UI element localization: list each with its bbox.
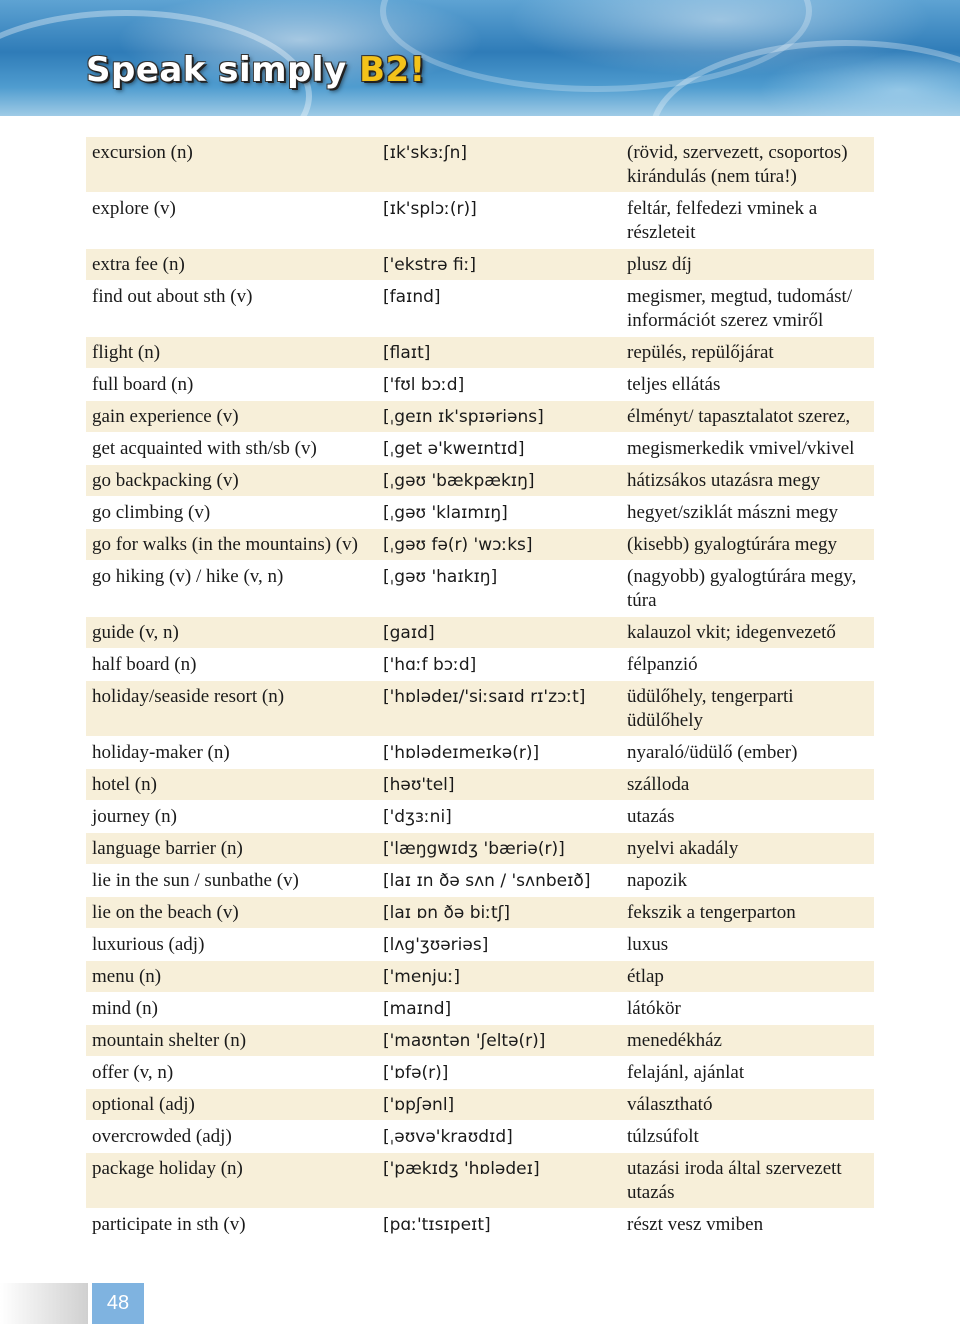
- vocab-meaning: félpanzió: [627, 654, 698, 675]
- vocab-row: [86, 801, 874, 833]
- vocab-word: mind (n): [92, 998, 158, 1019]
- vocab-word: guide (v, n): [86, 617, 377, 649]
- vocab-meaning: nyaraló/üdülő (ember): [627, 742, 798, 763]
- vocab-pronunciation: [ˌgəʊ 'bækpækɪŋ]: [377, 465, 621, 497]
- vocab-pronunciation: ['dʒɜːni]: [383, 807, 452, 827]
- vocab-pronunciation: [gaɪd]: [377, 617, 621, 649]
- vocab-row: [86, 1153, 874, 1209]
- vocab-row: [86, 993, 874, 1025]
- vocab-word: mountain shelter (n): [86, 1025, 377, 1057]
- vocab-pronunciation: [laɪ ɒn ðə biːtʃ]: [377, 897, 621, 929]
- vocab-word: luxurious (adj): [92, 934, 205, 955]
- vocab-row: [86, 529, 874, 561]
- vocab-word: gain experience (v): [86, 401, 377, 433]
- vocab-pronunciation: [pɑː'tɪsɪpeɪt]: [383, 1215, 491, 1235]
- page-title: [86, 50, 426, 90]
- vocab-row: [86, 369, 874, 401]
- vocab-pronunciation: ['pækɪdʒ 'hɒlədeɪ]: [377, 1153, 621, 1209]
- vocab-row: [86, 737, 874, 769]
- vocab-pronunciation: ['læŋgwɪdʒ 'bæriə(r)]: [377, 833, 621, 865]
- vocab-row: [86, 1121, 874, 1153]
- vocab-word: get acquainted with sth/sb (v): [92, 438, 317, 459]
- vocab-pronunciation: [ˌgəʊ fə(r) 'wɔːks]: [377, 529, 621, 561]
- vocab-meaning: hátizsákos utazásra megy: [621, 465, 874, 497]
- vocab-word: go climbing (v): [92, 502, 211, 523]
- vocab-meaning: napozik: [627, 870, 688, 891]
- vocab-word: go hiking (v) / hike (v, n): [92, 566, 284, 587]
- vocab-meaning: hegyet/sziklát mászni megy: [627, 502, 839, 523]
- vocab-row: [86, 961, 874, 993]
- vocab-word: excursion (n): [86, 137, 377, 193]
- vocab-pronunciation: ['fʊl bɔːd]: [383, 375, 465, 395]
- vocab-pronunciation: [maɪnd]: [383, 999, 452, 1019]
- vocab-meaning: étlap: [621, 961, 874, 993]
- vocab-row: [86, 1089, 874, 1121]
- vocab-row: [86, 617, 874, 649]
- vocab-row: [86, 401, 874, 433]
- vocab-meaning: részt vesz vmiben: [627, 1214, 764, 1235]
- vocab-word: full board (n): [92, 374, 194, 395]
- vocab-row: [86, 137, 874, 193]
- vocab-meaning: utazás: [627, 806, 675, 827]
- page-number: 48: [92, 1283, 144, 1324]
- vocab-row: [86, 1025, 874, 1057]
- vocab-pronunciation: [lʌg'ʒʊəriəs]: [383, 935, 489, 955]
- vocab-pronunciation: [laɪ ɪn ðə sʌn / 'sʌnbeɪð]: [383, 871, 591, 891]
- vocab-meaning: szálloda: [621, 769, 874, 801]
- header-banner: [0, 0, 960, 116]
- vocab-meaning: felajánl, ajánlat: [627, 1062, 745, 1083]
- footer-bar: [0, 1283, 88, 1324]
- vocabulary-table: [86, 137, 874, 1241]
- vocab-meaning: plusz díj: [621, 249, 874, 281]
- vocab-word: language barrier (n): [86, 833, 377, 865]
- vocab-meaning: megismer, megtud, tudomást/ információt szerez vmiről: [627, 286, 853, 331]
- vocab-row: [86, 337, 874, 369]
- vocab-pronunciation: [ɪk'splɔː(r)]: [383, 199, 477, 219]
- vocab-word: go backpacking (v): [86, 465, 377, 497]
- vocab-word: hotel (n): [86, 769, 377, 801]
- vocab-meaning: utazási iroda által szervezett utazás: [621, 1153, 874, 1209]
- vocab-word: holiday-maker (n): [92, 742, 230, 763]
- vocab-meaning: élményt/ tapasztalatot szerez,: [621, 401, 874, 433]
- vocab-pronunciation: [ˌgəʊ 'haɪkɪŋ]: [383, 567, 498, 587]
- vocab-meaning: látókör: [627, 998, 681, 1019]
- vocab-pronunciation: ['ekstrə fiː]: [377, 249, 621, 281]
- vocab-row: [86, 561, 874, 617]
- vocab-row: [86, 897, 874, 929]
- vocabulary-body: [86, 137, 874, 1241]
- vocab-word: participate in sth (v): [92, 1214, 246, 1235]
- vocab-pronunciation: ['ɒpʃənl]: [377, 1089, 621, 1121]
- vocab-row: [86, 681, 874, 737]
- vocab-meaning: menedékház: [621, 1025, 874, 1057]
- vocab-meaning: nyelvi akadály: [621, 833, 874, 865]
- vocab-word: extra fee (n): [86, 249, 377, 281]
- vocab-row: [86, 1209, 874, 1241]
- vocab-meaning: teljes ellátás: [627, 374, 721, 395]
- vocab-word: half board (n): [92, 654, 197, 675]
- vocab-word: explore (v): [92, 198, 176, 219]
- vocab-pronunciation: [ɪk'skɜːʃn]: [377, 137, 621, 193]
- vocab-meaning: választható: [621, 1089, 874, 1121]
- vocab-pronunciation: ['hɒlədeɪ/'siːsaɪd rɪ'zɔːt]: [377, 681, 621, 737]
- vocab-row: [86, 249, 874, 281]
- vocab-row: [86, 497, 874, 529]
- vocab-word: overcrowded (adj): [92, 1126, 232, 1147]
- vocab-word: lie in the sun / sunbathe (v): [92, 870, 299, 891]
- vocab-meaning: (kisebb) gyalogtúrára megy: [621, 529, 874, 561]
- vocab-word: journey (n): [92, 806, 177, 827]
- vocab-word: optional (adj): [86, 1089, 377, 1121]
- vocab-meaning: kalauzol vkit; idegenvezető: [621, 617, 874, 649]
- vocab-row: [86, 833, 874, 865]
- vocab-pronunciation: [ˌgeɪn ɪk'spɪəriəns]: [377, 401, 621, 433]
- vocab-pronunciation: [həʊ'tel]: [377, 769, 621, 801]
- vocab-meaning: fekszik a tengerparton: [621, 897, 874, 929]
- vocab-pronunciation: ['ɒfə(r)]: [383, 1063, 449, 1083]
- vocab-word: flight (n): [86, 337, 377, 369]
- vocab-word: go for walks (in the mountains) (v): [86, 529, 377, 561]
- vocab-meaning: luxus: [627, 934, 669, 955]
- vocab-pronunciation: ['hɒlədeɪmeɪkə(r)]: [383, 743, 540, 763]
- vocab-row: [86, 433, 874, 465]
- vocab-word: package holiday (n): [86, 1153, 377, 1209]
- vocab-word: holiday/seaside resort (n): [86, 681, 377, 737]
- title-main: Speak simply: [86, 50, 360, 90]
- vocab-meaning: repülés, repülőjárat: [621, 337, 874, 369]
- vocab-pronunciation: ['hɑːf bɔːd]: [383, 655, 477, 675]
- vocab-pronunciation: [ˌəʊvə'kraʊdɪd]: [383, 1127, 513, 1147]
- vocab-meaning: megismerkedik vmivel/vkivel: [627, 438, 855, 459]
- vocab-pronunciation: ['maʊntən 'ʃeltə(r)]: [377, 1025, 621, 1057]
- vocab-meaning: feltár, felfedezi vminek a részleteit: [627, 198, 818, 243]
- vocab-pronunciation: [flaɪt]: [377, 337, 621, 369]
- vocab-row: [86, 1057, 874, 1089]
- vocab-meaning: túlzsúfolt: [627, 1126, 699, 1147]
- vocab-pronunciation: [faɪnd]: [383, 287, 441, 307]
- vocab-meaning: üdülőhely, tengerparti üdülőhely: [621, 681, 874, 737]
- vocab-pronunciation: [ˌget ə'kweɪntɪd]: [383, 439, 525, 459]
- vocab-row: [86, 281, 874, 337]
- vocab-row: [86, 769, 874, 801]
- vocab-row: [86, 649, 874, 681]
- vocab-row: [86, 865, 874, 897]
- vocab-meaning: (rövid, szervezett, csoportos) kirándulás (nem túra!): [621, 137, 874, 193]
- vocab-meaning: (nagyobb) gyalogtúrára megy, túra: [627, 566, 857, 611]
- vocab-word: menu (n): [86, 961, 377, 993]
- vocab-word: find out about sth (v): [92, 286, 253, 307]
- vocab-word: offer (v, n): [92, 1062, 174, 1083]
- vocab-word: lie on the beach (v): [86, 897, 377, 929]
- vocab-row: [86, 465, 874, 497]
- vocab-pronunciation: ['menjuː]: [377, 961, 621, 993]
- vocab-pronunciation: [ˌgəʊ 'klaɪmɪŋ]: [383, 503, 508, 523]
- title-level: B2!: [359, 50, 426, 90]
- vocab-row: [86, 929, 874, 961]
- vocab-row: [86, 193, 874, 249]
